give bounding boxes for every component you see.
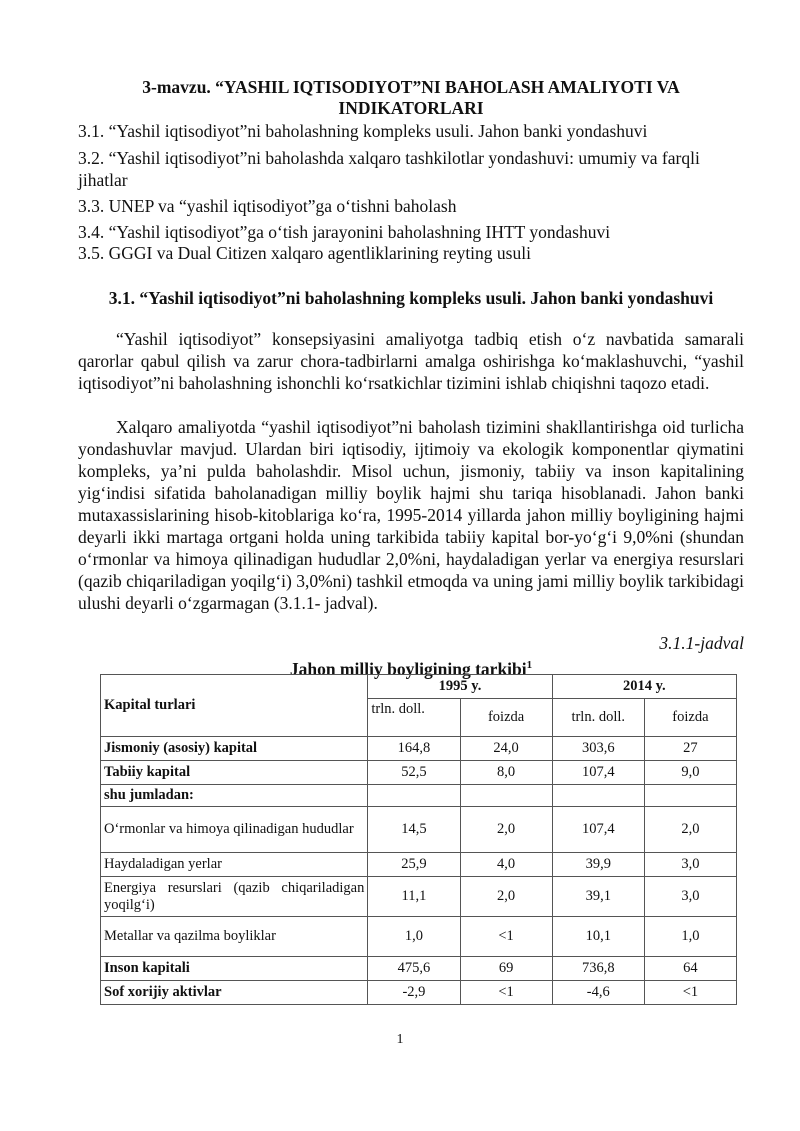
share-1995: 2,0 xyxy=(460,807,552,853)
value-2014 xyxy=(552,785,644,807)
header-unit-2014: trln. doll. xyxy=(552,699,644,737)
table-label: 3.1.1-jadval xyxy=(659,633,744,653)
share-2014 xyxy=(644,785,736,807)
row-label: Haydaladigan yerlar xyxy=(101,853,368,877)
section-heading: 3.1. “Yashil iqtisodiyot”ni baholashning kompleks usuli. Jahon banki yondashuvi xyxy=(108,288,714,308)
share-2014: 1,0 xyxy=(644,917,736,957)
value-1995: 25,9 xyxy=(368,853,460,877)
toc-item-3: 3.3. UNEP va “yashil iqtisodiyot”ga o‘tishni baholash xyxy=(78,196,457,216)
header-share-1995: foizda xyxy=(460,699,552,737)
value-1995: 164,8 xyxy=(368,737,460,761)
share-2014: 27 xyxy=(644,737,736,761)
table-row xyxy=(101,917,737,957)
row-label: Jismoniy (asosiy) kapital xyxy=(101,737,368,761)
share-1995: 24,0 xyxy=(460,737,552,761)
toc-item-2: 3.2. “Yashil iqtisodiyot”ni baholashda xalqaro tashkilotlar yondashuvi: umumiy va farqli jihatlar xyxy=(78,148,700,190)
value-2014: 303,6 xyxy=(552,737,644,761)
header-year-2014: 2014 y. xyxy=(552,675,736,699)
value-2014: -4,6 xyxy=(552,981,644,1005)
value-2014: 736,8 xyxy=(552,957,644,981)
share-2014: <1 xyxy=(644,981,736,1005)
header-share-2014: foizda xyxy=(644,699,736,737)
value-1995: 52,5 xyxy=(368,761,460,785)
capital-table xyxy=(100,674,737,1005)
table-row xyxy=(101,737,737,761)
row-label: shu jumladan: xyxy=(101,785,368,807)
document-title xyxy=(78,77,744,119)
table-row xyxy=(101,957,737,981)
row-label: O‘rmonlar va himoya qilinadigan hududlar xyxy=(101,807,368,853)
share-2014: 3,0 xyxy=(644,877,736,917)
share-1995: <1 xyxy=(460,981,552,1005)
value-2014: 107,4 xyxy=(552,807,644,853)
table-title-text: Jahon milliy boyligining tarkibi xyxy=(289,658,527,679)
share-2014: 9,0 xyxy=(644,761,736,785)
table-row xyxy=(101,807,737,853)
table-title-footnote: 1 xyxy=(526,659,533,671)
share-1995: 69 xyxy=(460,957,552,981)
header-year-1995: 1995 y. xyxy=(368,675,552,699)
value-1995: 475,6 xyxy=(368,957,460,981)
row-label: Inson kapitali xyxy=(101,957,368,981)
toc-item-1: 3.1. “Yashil iqtisodiyot”ni baholashning kompleks usuli. Jahon banki yondashuvi xyxy=(78,121,648,141)
value-1995: 11,1 xyxy=(368,877,460,917)
row-label: Metallar va qazilma boyliklar xyxy=(101,917,368,957)
value-1995: -2,9 xyxy=(368,981,460,1005)
share-1995: 4,0 xyxy=(460,853,552,877)
row-label: Energiya resurslari (qazib chiqariladigan yoqilg‘i) xyxy=(101,877,368,917)
header-capital-types: Kapital turlari xyxy=(101,675,368,737)
toc-item-5: 3.5. GGGI va Dual Citizen xalqaro agentliklarining reyting usuli xyxy=(78,243,531,263)
toc-item-4: 3.4. “Yashil iqtisodiyot”ga o‘tish jarayonini baholashning IHTT yondashuvi xyxy=(78,222,611,242)
row-label: Sof xorijiy aktivlar xyxy=(101,981,368,1005)
table-row xyxy=(101,853,737,877)
table-row xyxy=(101,877,737,917)
value-2014: 39,1 xyxy=(552,877,644,917)
value-1995: 14,5 xyxy=(368,807,460,853)
paragraph-2: Xalqaro amaliyotda “yashil iqtisodiyot”ni baholash tizimini shakllantirishga oid turlicha yondashuvlar mavjud. Ulardan biri iqtisodiy, ijtimoiy va ekologik komponentlar qiymatini kompleks, ya’ni pulda baholashdir. Misol uchun, jismoniy, tabiiy va inson kapitalining yig‘indisi sifatida baholanadigan milliy boylik hajmi shu tariqa hisoblanadi. Jahon banki mutaxassislarining hisob-kitoblariga ko‘ra, 1995-2014 yillarda jahon milliy boyligining hajmi deyarli ikki martaga ortgani holda uning tarkibida tabiiy kapital bor-yo‘g‘i 9,0%ni (shundan o‘rmonlar va himoya qilinadigan hududlar 2,0%ni, haydaladigan yerlar va energiya resurslari (qazib chiqariladigan yoqilg‘i) 3,0%ni) tashkil etmoqda va uning jami milliy boylik tarkibidagi ulushi deyarli o‘zgarmagan (3.1.1- jadval). xyxy=(78,417,744,613)
title-line-1: 3-mavzu. “YASHIL IQTISODIYOT”NI BAHOLASH AMALIYOTI VA xyxy=(142,77,680,97)
page-number: 1 xyxy=(396,1032,404,1047)
share-2014: 2,0 xyxy=(644,807,736,853)
table-row xyxy=(101,785,737,807)
value-1995 xyxy=(368,785,460,807)
value-2014: 10,1 xyxy=(552,917,644,957)
share-1995: 8,0 xyxy=(460,761,552,785)
row-label: Tabiiy kapital xyxy=(101,761,368,785)
share-1995: <1 xyxy=(460,917,552,957)
table-body xyxy=(101,737,737,1005)
share-1995: 2,0 xyxy=(460,877,552,917)
value-2014: 39,9 xyxy=(552,853,644,877)
table-row xyxy=(101,981,737,1005)
paragraph-1: “Yashil iqtisodiyot” konsepsiyasini amaliyotga tadbiq etish o‘z navbatida samarali qarorlar qabul qilish va zarur chora-tadbirlarni amalga oshirishga ko‘maklashuvchi, “yashil iqtisodiyot”ni baholashning ishonchli ko‘rsatkichlar tizimini ishlab chiqishni taqozo etadi. xyxy=(78,329,744,393)
table-row xyxy=(101,761,737,785)
value-2014: 107,4 xyxy=(552,761,644,785)
share-1995 xyxy=(460,785,552,807)
share-2014: 3,0 xyxy=(644,853,736,877)
share-2014: 64 xyxy=(644,957,736,981)
title-line-2: INDIKATORLARI xyxy=(338,98,484,118)
header-unit-1995: trln. doll. xyxy=(368,699,460,737)
value-1995: 1,0 xyxy=(368,917,460,957)
